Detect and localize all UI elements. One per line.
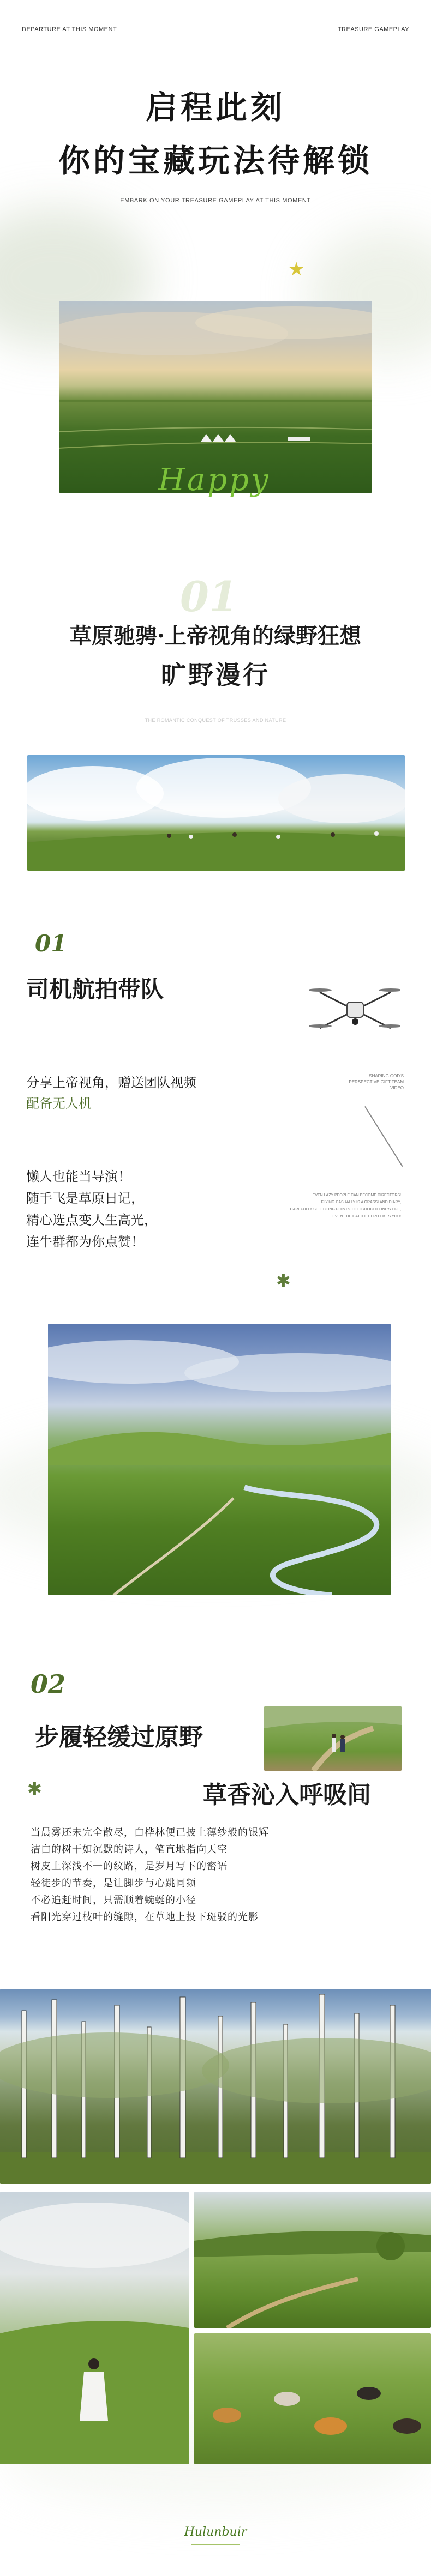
top-bar xyxy=(22,26,409,37)
meadow-drawing xyxy=(194,2192,431,2328)
intro-image-cloudy-meadow xyxy=(27,755,405,871)
section2-image-cattle-herd xyxy=(194,2333,431,2464)
section2-title-line2: 草香沁入呼吸间 xyxy=(203,1781,371,1809)
intro-heading-line1: 草原驰骋·上帝视角的绿野狂想 xyxy=(70,623,361,649)
section1-body-line: 连牛群都为你点赞！ xyxy=(26,1234,144,1250)
section2-body-line: 当晨雾还未完全散尽，白桦林便已披上薄纱般的银辉 xyxy=(31,1827,269,1838)
drone-caption-line: SHARING GOD'S xyxy=(369,1073,404,1078)
side-caption-line: CAREFULLY SELECTING POINTS TO HIGHLIGHT ONE'S LIFE, xyxy=(290,1208,401,1211)
section2-body-line: 轻徒步的节奏，是让脚步与心跳同频 xyxy=(31,1878,196,1889)
section2-body-line: 洁白的树干如沉默的诗人，笔直地指向天空 xyxy=(31,1844,228,1855)
section1-desc-line2: 配备无人机 xyxy=(26,1096,92,1111)
section1-body-line: 随手飞是草原日记， xyxy=(26,1191,144,1206)
side-caption-line: EVEN LAZY PEOPLE CAN BECOME DIRECTORS! xyxy=(312,1193,401,1197)
header-left-caption: DEPARTURE AT THIS MOMENT xyxy=(22,26,117,33)
drone-icon xyxy=(309,977,400,1048)
side-caption-line: FLYING CASUALLY IS A GRASSLAND DIARY, xyxy=(321,1200,401,1204)
star-icon: ✱ xyxy=(276,1270,291,1291)
section2-body-line: 树皮上深浅不一的纹路，是岁月写下的密语 xyxy=(31,1861,228,1872)
section2-image-meadow-trail xyxy=(194,2192,431,2328)
side-caption-line: EVEN THE CATTLE HERD LIKES YOU! xyxy=(332,1215,401,1218)
section2-body-line: 看阳光穿过枝叶的缝隙，在草地上投下斑驳的光影 xyxy=(31,1911,259,1923)
decor-line xyxy=(364,1106,403,1167)
section2-number: 02 xyxy=(31,1669,66,1699)
section2-body xyxy=(31,1824,269,1926)
section1-desc-line1: 分享上帝视角，赠送团队视频 xyxy=(26,1075,196,1090)
intro-landscape-drawing xyxy=(27,755,405,871)
star-icon: ✱ xyxy=(27,1778,42,1799)
intro-number: 01 xyxy=(180,572,238,621)
footer-script: Hulunbuir xyxy=(184,2525,247,2539)
section1-image-river-valley xyxy=(48,1324,391,1595)
walkers-drawing xyxy=(264,1706,402,1771)
footer-underline xyxy=(191,2544,240,2545)
star-icon: ★ xyxy=(288,258,305,280)
cattle-drawing xyxy=(194,2333,431,2464)
section2-image-birch-forest xyxy=(0,1989,431,2184)
section2-title-line1: 步履轻缓过原野 xyxy=(35,1723,203,1751)
happy-script: Happy xyxy=(158,462,271,498)
section1-title: 司机航拍带队 xyxy=(26,976,164,1003)
drone-caption-line: PERSPECTIVE GIFT TEAM VIDEO xyxy=(349,1079,404,1090)
section2-body-line: 不必追赶时间，只需顺着蜿蜒的小径 xyxy=(31,1895,196,1906)
valley-landscape-drawing xyxy=(48,1324,391,1595)
section1-body xyxy=(26,1166,157,1253)
section1-side-caption xyxy=(284,1192,401,1220)
page-title-line1: 启程此刻 xyxy=(145,89,285,126)
header-right-caption: TREASURE GAMEPLAY xyxy=(337,26,409,33)
section2-image-walkers xyxy=(264,1706,402,1771)
page-subtitle: EMBARK ON YOUR TREASURE GAMEPLAY AT THIS MOMENT xyxy=(120,197,311,204)
section1-body-line: 懒人也能当导演！ xyxy=(26,1169,131,1184)
page-title-line2: 你的宝藏玩法待解锁 xyxy=(58,142,373,179)
birch-drawing xyxy=(0,1989,431,2184)
intro-caption: THE ROMANTIC CONQUEST OF TRUSSES AND NATURE xyxy=(145,717,286,723)
girl-drawing xyxy=(0,2192,189,2464)
section1-number: 01 xyxy=(35,930,67,957)
drone-caption xyxy=(344,1073,404,1091)
intro-heading-line2: 旷野漫行 xyxy=(161,660,270,690)
section2-image-girl-on-meadow xyxy=(0,2192,189,2464)
section1-body-line: 精心选点变人生高光， xyxy=(26,1212,157,1228)
